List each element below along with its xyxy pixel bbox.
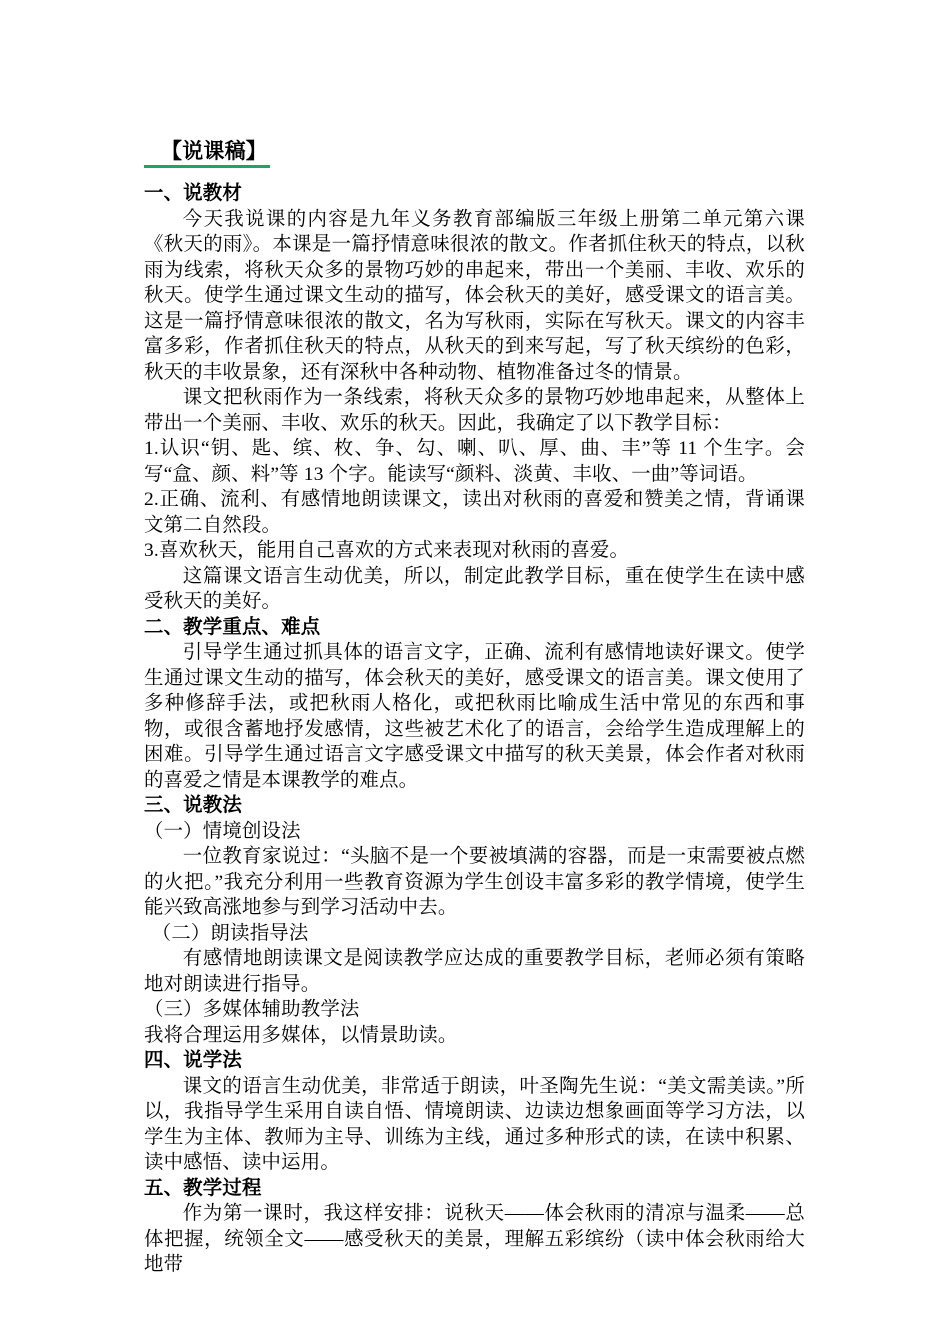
paragraph-teaching-process: 作为第一课时，我这样安排：说秋天——体会秋雨的清凉与温柔——总体把握，统领全文——感受秋天的美景，理解五彩缤纷（读中体会秋雨给大地带	[144, 1203, 805, 1275]
paragraph-material-1: 今天我说课的内容是九年义务教育部编版三年级上册第二单元第六课《秋天的雨》。本课是一篇抒情意味很浓的散文。作者抓住秋天的特点，以秋雨为线索，将秋天众多的景物巧妙的串起来，带出一个美丽、丰收、欢乐的秋天。使学生通过课文生动的描写，体会秋天的美好，感受课文的语言美。这是一篇抒情意味很浓的散文，名为写秋雨，实际在写秋天。课文的内容丰富多彩，作者抓住秋天的特点，从秋天的到来写起，写了秋天缤纷的色彩，秋天的丰收景象，还有深秋中各种动物、植物准备过冬的情景。	[144, 208, 805, 383]
method-subheading-2: （二）朗读指导法	[151, 922, 309, 944]
doc-title-line	[144, 138, 805, 168]
paragraph-key-points: 引导学生通过抓具体的语言文字，正确、流利有感情地读好课文。使学生通过课文生动的描写，体会秋天的美好，感受课文的语言美。课文使用了多种修辞手法，或把秋雨人格化，或把秋雨比喻成生活中常见的东西和事物，或很含蓄地抒发感情，这些被艺术化了的语言，会给学生造成理解上的困难。引导学生通过语言文字感受课文中描写的秋天美景，体会作者对秋雨的喜爱之情是本课教学的难点。	[144, 642, 805, 791]
section-heading-2: 二、教学重点、难点	[144, 616, 321, 638]
objective-item-1: 1.认识“钥、匙、缤、枚、争、勾、喇、叭、厚、曲、丰”等 11 个生字。会写“盒、颜、料”等 13 个字。能读写“颜料、淡黄、丰收、一曲”等词语。	[144, 438, 805, 485]
document-body	[144, 138, 805, 1278]
method-subheading-1: （一）情境创设法	[144, 820, 301, 842]
section-heading-4: 四、说学法	[144, 1050, 242, 1071]
objective-item-3: 3.喜欢秋天，能用自己喜欢的方式来表现对秋雨的喜爱。	[144, 540, 630, 561]
paragraph-method-2: 有感情地朗读课文是阅读教学应达成的重要教学目标，老师必须有策略地对朗读进行指导。	[144, 948, 805, 995]
doc-title: 【说课稿】	[144, 138, 270, 168]
section-heading-1: 一、说教材	[144, 183, 242, 204]
section-heading-5: 五、教学过程	[144, 1177, 262, 1199]
paragraph-learning-method: 课文的语言生动优美，非常适于朗读，叶圣陶先生说：“美文需美读。”所以，我指导学生采用自读自悟、情境朗读、边读边想象画面等学习方法，以学生为主体、教师为主导、训练为主线，通过多种形式的读，在读中积累、读中感悟、读中运用。	[144, 1075, 805, 1173]
paragraph-objective-note: 这篇课文语言生动优美，所以，制定此教学目标，重在使学生在读中感受秋天的美好。	[144, 565, 805, 612]
method-subheading-3: （三）多媒体辅助教学法	[144, 999, 360, 1020]
paragraph-method-3: 我将合理运用多媒体，以情景助读。	[144, 1024, 458, 1046]
paragraph-method-1: 一位教育家说过：“头脑不是一个要被填满的容器，而是一束需要被点燃的火把。”我充分利用一些教育资源为学生创设丰富多彩的教学情境，使学生能兴致高涨地参与到学习活动中去。	[144, 846, 805, 918]
paragraph-material-2: 课文把秋雨作为一条线索，将秋天众多的景物巧妙地串起来，从整体上带出一个美丽、丰收、欢乐的秋天。因此，我确定了以下教学目标：	[144, 387, 805, 434]
objective-item-2: 2.正确、流利、有感情地朗读课文，读出对秋雨的喜爱和赞美之情，背诵课文第二自然段。	[144, 489, 805, 536]
section-heading-3: 三、说教法	[144, 795, 242, 816]
